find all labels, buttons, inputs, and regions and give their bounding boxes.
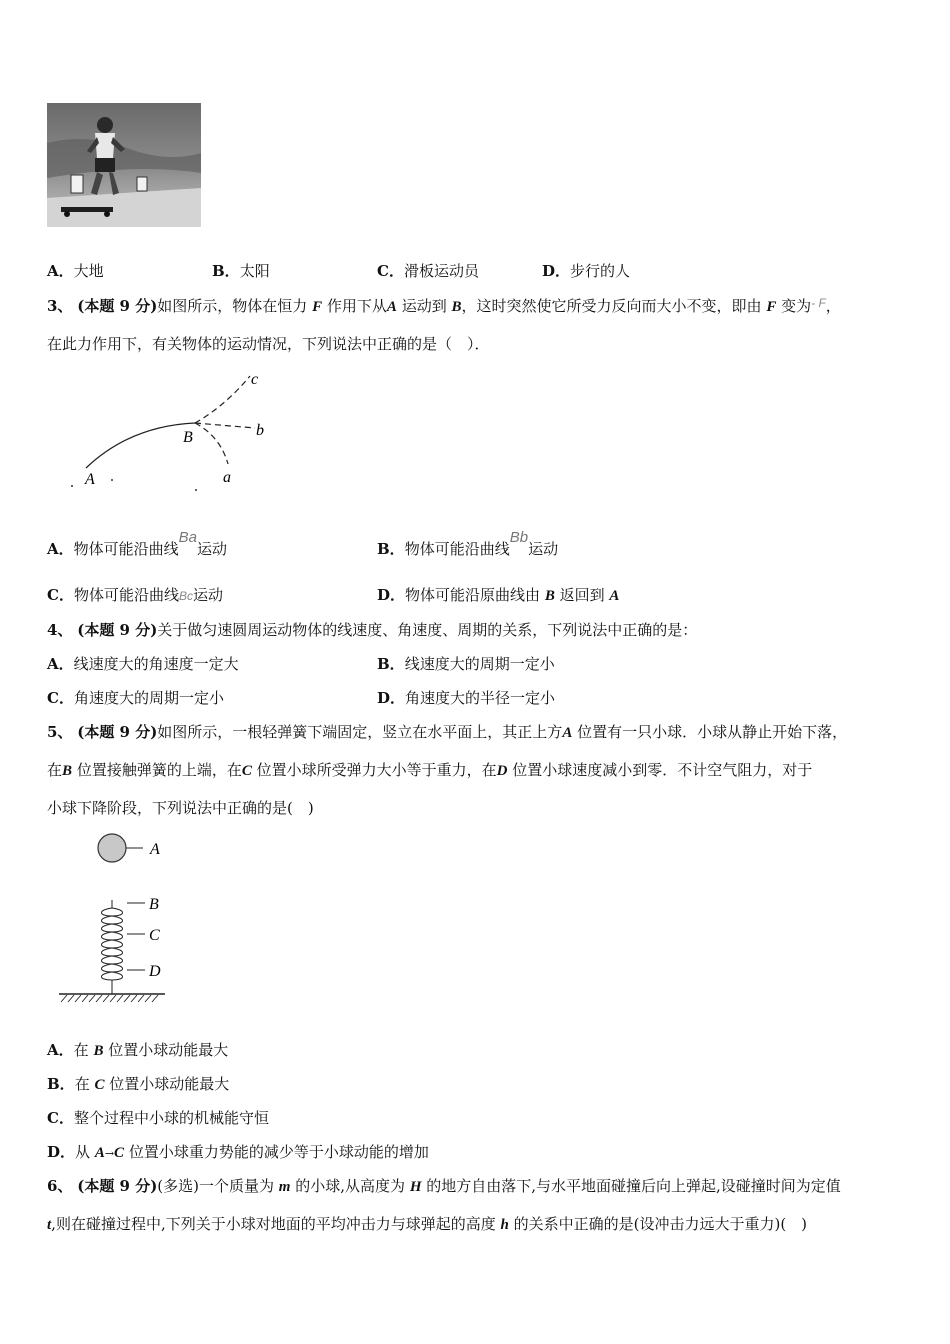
q5-option-d[interactable]: D．从 A→C 位置小球重力势能的减少等于小球动能的增加 — [47, 1143, 429, 1161]
q4-option-c[interactable]: C．角速度大的周期一定小 — [47, 689, 224, 707]
q6-stem-line-1: 6、 (本题 9 分)(多选)一个质量为 m 的小球,从高度为 H 的地方自由落下,与水平地面碰撞后向上弹起,设碰撞时间为定值 — [47, 1177, 841, 1195]
q3-stem-line-1: 3、 (本题 9 分)如图所示，物体在恒力 F 作用下从A 运动到 B，这时突然使它所受力反向而大小不变，即由 F 变为$^{- F}$， — [47, 296, 841, 315]
q3-option-c[interactable]: C．物体可能沿曲线Bc运动 — [47, 586, 223, 604]
q4-stem: 4、 (本题 9 分)关于做匀速圆周运动物体的线速度、角速度、周期的关系，下列说法中正确的是： — [47, 621, 698, 639]
skateboarder-photo — [47, 103, 201, 227]
q2-option-c[interactable]: C．滑板运动员 — [377, 262, 479, 280]
q5-option-b[interactable]: B．在 C 位置小球动能最大 — [47, 1075, 230, 1093]
q3-label-c: c — [251, 371, 259, 388]
q3-label-B: B — [183, 429, 193, 446]
q5-stem-line-3: 小球下降阶段，下列说法中正确的是( ) — [47, 799, 314, 817]
q2-option-a[interactable]: A．大地 — [47, 262, 104, 280]
q3-label-a: a — [223, 469, 231, 486]
q5-label-A: A — [150, 841, 160, 858]
q4-option-d[interactable]: D．角速度大的半径一定小 — [377, 689, 556, 707]
q3-option-b[interactable]: B．物体可能沿曲线Bb运动 — [377, 529, 559, 558]
q4-option-b[interactable]: B．线速度大的周期一定小 — [377, 655, 555, 673]
q5-stem-line-2: 在B 位置接触弹簧的上端，在C 位置小球所受弹力大小等于重力，在D 位置小球速度减小到零．不计空气阻力，对于 — [47, 761, 813, 779]
q2-option-b[interactable]: B．太阳 — [212, 262, 270, 280]
q3-option-d[interactable]: D．物体可能沿原曲线由 B 返回到 A — [377, 586, 620, 604]
q5-label-D: D — [149, 963, 161, 980]
q2-option-d[interactable]: D．步行的人 — [542, 262, 631, 280]
q3-label-b: b — [256, 422, 264, 439]
q6-stem-line-2: t,则在碰撞过程中,下列关于小球对地面的平均冲击力与球弹起的高度 h 的关系中正确的是(设冲击力远大于重力)( ) — [47, 1215, 808, 1233]
q5-spring-figure — [55, 830, 185, 1005]
q5-option-c[interactable]: C．整个过程中小球的机械能守恒 — [47, 1109, 269, 1127]
q3-trajectory-figure — [60, 368, 290, 498]
q3-option-a[interactable]: A．物体可能沿曲线Ba运动 — [47, 529, 228, 558]
q5-label-C: C — [149, 927, 160, 944]
q5-option-a[interactable]: A．在 B 位置小球动能最大 — [47, 1041, 229, 1059]
q5-label-B: B — [149, 896, 159, 913]
q3-label-A: A — [85, 471, 95, 488]
q3-stem-line-2: 在此力作用下，有关物体的运动情况，下列说法中正确的是（ ）． — [47, 335, 490, 353]
q5-stem-line-1: 5、 (本题 9 分)如图所示，一根轻弹簧下端固定，竖立在水平面上，其正上方A 位置有一只小球．小球从静止开始下落， — [47, 723, 848, 741]
q4-option-a[interactable]: A．线速度大的角速度一定大 — [47, 655, 239, 673]
